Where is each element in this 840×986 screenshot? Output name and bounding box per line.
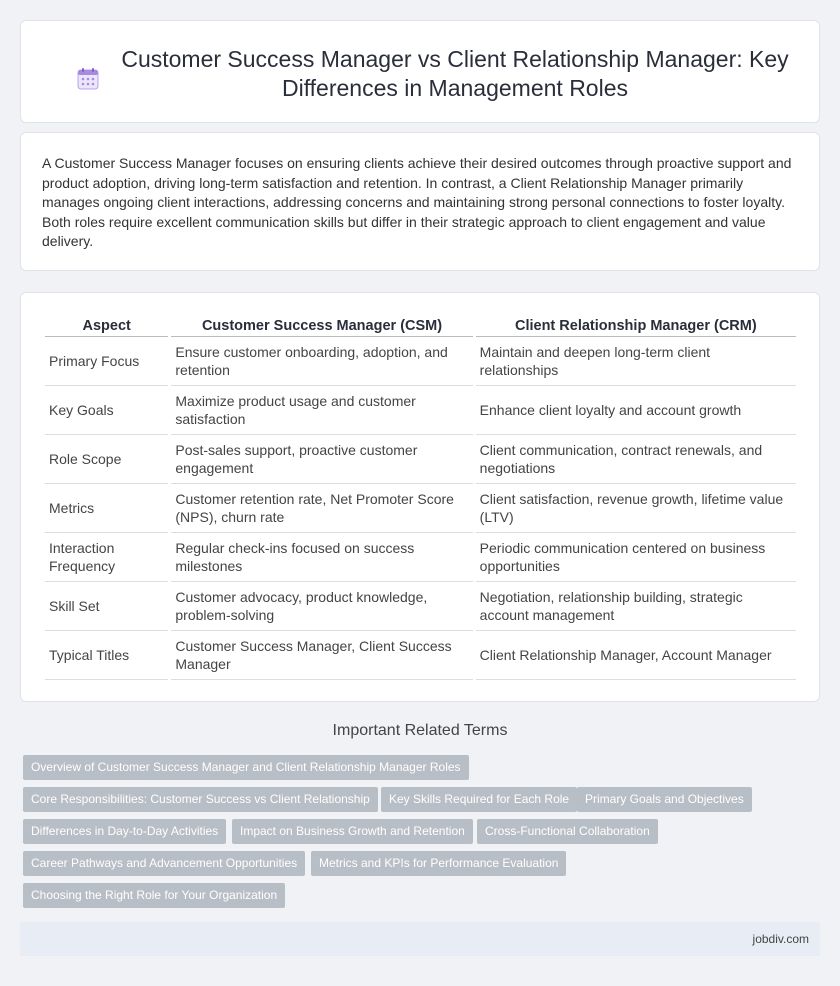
calendar-icon (76, 67, 100, 91)
row-aspect: Key Goals (45, 386, 168, 435)
row-crm: Maintain and deepen long-term client relationships (476, 337, 796, 386)
table-row (45, 337, 796, 386)
related-term-tag[interactable]: Career Pathways and Advancement Opportunities (23, 851, 305, 876)
table-row (45, 533, 796, 582)
table-row (45, 582, 796, 631)
row-crm: Enhance client loyalty and account growth (476, 386, 796, 435)
row-aspect: Interaction Frequency (45, 533, 168, 582)
row-csm: Maximize product usage and customer satisfaction (171, 386, 472, 435)
row-csm: Ensure customer onboarding, adoption, and retention (171, 337, 472, 386)
row-crm: Client communication, contract renewals, and negotiations (476, 435, 796, 484)
row-crm: Periodic communication centered on business opportunities (476, 533, 796, 582)
footer-site[interactable]: jobdiv.com (752, 932, 809, 946)
header-aspect: Aspect (45, 315, 168, 337)
row-csm: Regular check-ins focused on success milestones (171, 533, 472, 582)
table-header-row (45, 315, 796, 337)
intro-card (20, 132, 820, 271)
table-row (45, 386, 796, 435)
table-row (45, 631, 796, 680)
row-csm: Customer advocacy, product knowledge, problem-solving (171, 582, 472, 631)
table-row (45, 484, 796, 533)
footer (20, 922, 820, 956)
related-term-tag[interactable]: Core Responsibilities: Customer Success vs Client Relationship (23, 787, 378, 812)
related-term-tag[interactable]: Impact on Business Growth and Retention (232, 819, 473, 844)
related-term-tag[interactable]: Differences in Day-to-Day Activities (23, 819, 226, 844)
row-csm: Post-sales support, proactive customer engagement (171, 435, 472, 484)
table-row (45, 435, 796, 484)
related-term-tag[interactable]: Cross-Functional Collaboration (477, 819, 658, 844)
row-crm: Negotiation, relationship building, strategic account management (476, 582, 796, 631)
related-term-tag[interactable]: Choosing the Right Role for Your Organization (23, 883, 285, 908)
row-aspect: Role Scope (45, 435, 168, 484)
comparison-table-card (20, 292, 820, 702)
row-aspect: Skill Set (45, 582, 168, 631)
related-term-tag[interactable]: Metrics and KPIs for Performance Evaluation (311, 851, 566, 876)
row-crm: Client Relationship Manager, Account Manager (476, 631, 796, 680)
row-aspect: Typical Titles (45, 631, 168, 680)
title-card (20, 20, 820, 123)
row-aspect: Metrics (45, 484, 168, 533)
row-crm: Client satisfaction, revenue growth, lifetime value (LTV) (476, 484, 796, 533)
row-aspect: Primary Focus (45, 337, 168, 386)
related-term-tag[interactable]: Overview of Customer Success Manager and Client Relationship Manager Roles (23, 755, 469, 780)
related-terms-heading: Important Related Terms (332, 722, 508, 739)
row-csm: Customer retention rate, Net Promoter Score (NPS), churn rate (171, 484, 472, 533)
header-csm: Customer Success Manager (CSM) (171, 315, 472, 337)
header-crm: Client Relationship Manager (CRM) (476, 315, 796, 337)
page-title: Customer Success Manager vs Client Relationship Manager: Key Differences in Management Roles (121, 46, 789, 101)
related-term-tag[interactable]: Primary Goals and Objectives (577, 787, 752, 812)
row-csm: Customer Success Manager, Client Success Manager (171, 631, 472, 680)
related-term-tag[interactable]: Key Skills Required for Each Role (381, 787, 577, 812)
comparison-table (42, 315, 799, 680)
intro-text: A Customer Success Manager focuses on ensuring clients achieve their desired outcomes through proactive support and product adoption, driving long-term satisfaction and retention. In contrast, a Client Relationship Manager primarily manages ongoing client interactions, addressing concerns and maintaining strong personal connections to foster loyalty. Both roles require excellent communication skills but differ in their strategic approach to client engagement and value delivery. (42, 155, 792, 249)
